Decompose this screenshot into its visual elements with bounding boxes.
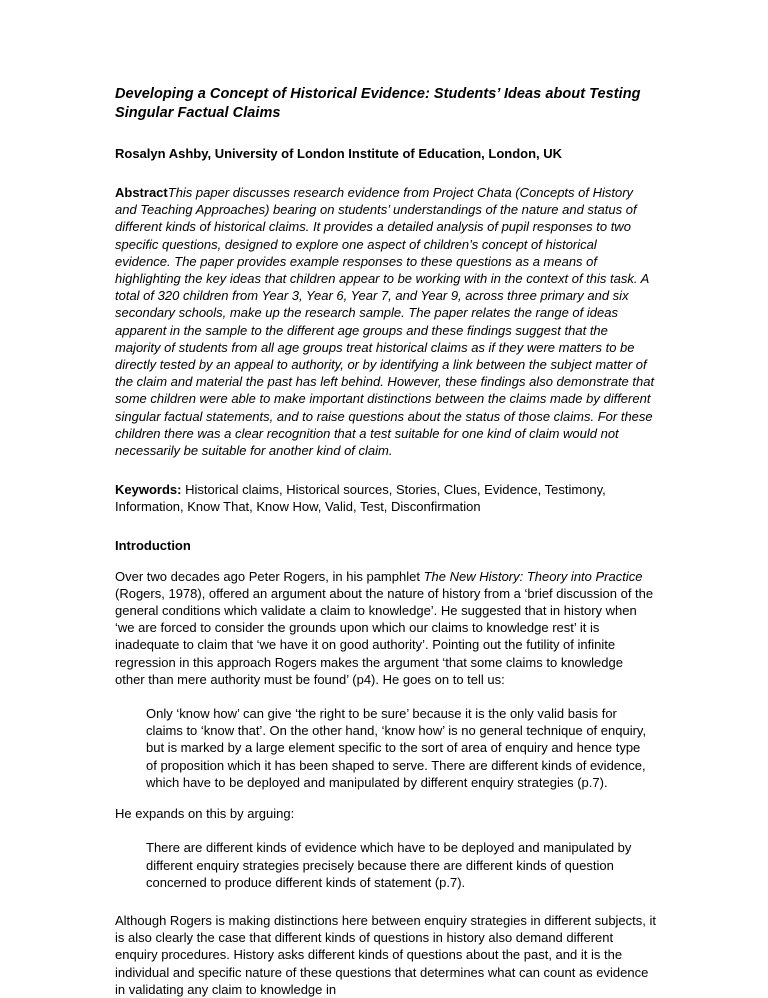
block-quote-rogers-2: There are different kinds of evidence which have to be deployed and manipulated by different enquiry strategies precisely because there are different kinds of question concerned to produce different kinds of statement (p.7).	[146, 840, 632, 890]
pamphlet-title-citation: The New History: Theory into Practice	[423, 568, 643, 584]
intro-paragraph-1	[115, 568, 656, 688]
keywords-text: Historical claims, Historical sources, Stories, Clues, Evidence, Testimony, Information, Know That, Know How, Valid, Test, Disconfirmation	[115, 482, 606, 515]
intro-paragraph-1-text-a: Over two decades ago Peter Rogers, in his pamphlet	[115, 568, 424, 584]
page-title: Developing a Concept of Historical Evidence: Students’ Ideas about Testing Singular Factual Claims	[115, 86, 641, 121]
abstract-text: This paper discusses research evidence from Project Chata (Concepts of History and Teaching Approaches) bearing on students’ understandings of the nature and status of different kinds of historical claims. It provides a detailed analysis of pupil responses to two specific questions, designed to explore one aspect of children’s concept of historical evidence. The paper provides example responses to these questions as a means of highlighting the key ideas that children appear to be working with in the context of this task. A total of 320 children from Year 3, Year 6, Year 7, and Year 9, across three primary and six secondary schools, make up the research sample. The paper relates the range of ideas apparent in the sample to the different age groups and these findings suggest that the majority of students from all age groups treat historical claims as if they were matters to be directly tested by an appeal to authority, or by identifying a link between the subject matter of the claim and material the past has left behind. However, these findings also demonstrate that some children were able to make important distinctions between the claims made by different singular factual statements, and to raise questions about the status of those claims. For these children there was a clear recognition that a test suitable for one kind of claim would not necessarily be suitable for another kind of claim.	[115, 185, 655, 459]
author-affiliation-line: Rosalyn Ashby, University of London Institute of Education, London, UK	[115, 146, 563, 161]
abstract-paragraph	[115, 184, 656, 459]
intro-paragraph-2: He expands on this by arguing:	[115, 806, 295, 822]
section-heading-introduction: Introduction	[115, 537, 191, 553]
intro-paragraph-3: Although Rogers is making distinctions here between enquiry strategies in different subjects, it is also clearly the case that different kinds of questions in history also demand different enquiry procedures. History asks different kinds of questions about the past, and it is the individual and specific nature of these questions that determines what can count as evidence in validating any claim to knowledge in	[115, 912, 656, 997]
keywords-paragraph	[115, 481, 656, 515]
block-quote-rogers-1: Only ‘know how’ can give ‘the right to be sure’ because it is the only valid basis for claims to ‘know that’. On the other hand, ‘know how’ is no general technique of enquiry, but is marked by a large element specific to the sort of area of enquiry and hence type of proposition which it has been shaped to serve. There are different kinds of evidence, which have to be deployed and manipulated by different enquiry strategies (p.7).	[146, 706, 647, 790]
intro-paragraph-1-text-b: (Rogers, 1978), offered an argument about the nature of history from a ‘brief discussion of the general conditions which validate a claim to knowledge’. He suggested that in history when ‘we are forced to consider the grounds upon which our claims to knowledge rest’ it is inadequate to claim that ‘we have it on good authority’. Pointing out the futility of infinite regression in this approach Rogers makes the argument ‘that some claims to knowledge other than mere authority must be found’ (p4). He goes on to tell us:	[115, 585, 654, 687]
keywords-label: Keywords:	[115, 482, 182, 498]
abstract-label: Abstract	[115, 185, 168, 200]
